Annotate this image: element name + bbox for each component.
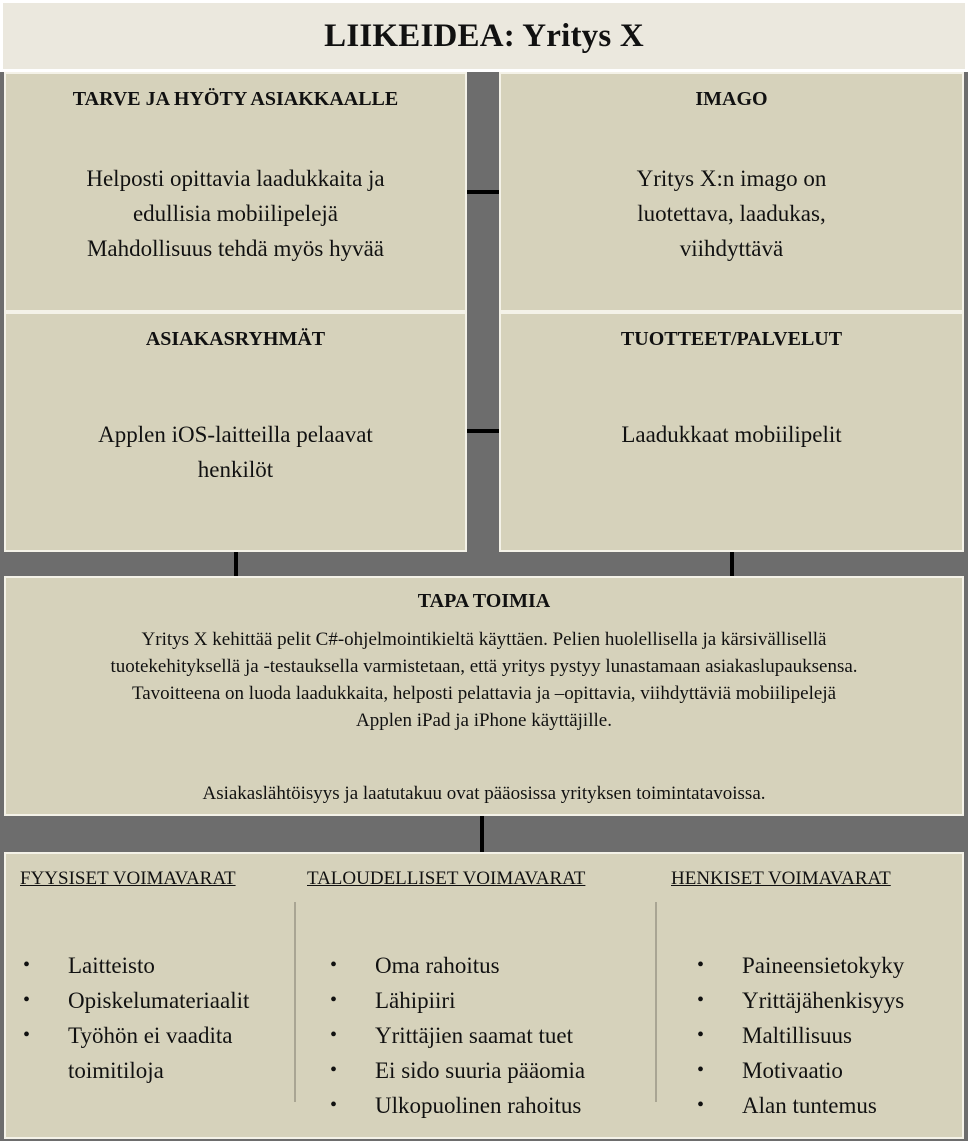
bullet-icon: •: [330, 1024, 338, 1046]
imago-line: viihdyttävä: [679, 236, 784, 261]
tapa-line: Applen iPad ja iPhone käyttäjille.: [356, 710, 612, 731]
tarve-text: [16, 161, 455, 266]
tapa-line: Yritys X kehittää pelit C#-ohjelmointikieltä käyttäen. Pelien huolellisella ja kärsivällisellä: [141, 629, 827, 650]
henkiset-list: [697, 948, 905, 1123]
henkiset-column: [671, 868, 891, 890]
list-item: • Yrittäjähenkisyys: [742, 983, 904, 1018]
bullet-icon: •: [23, 954, 31, 976]
bullet-icon: •: [697, 1059, 705, 1081]
imago-heading: IMAGO: [695, 88, 768, 110]
bullet-icon: •: [697, 954, 705, 976]
list-item: • Ei sido suuria pääomia: [375, 1053, 585, 1088]
tapa-text: [20, 626, 948, 734]
list-item: • Paineensietokyky: [742, 948, 904, 983]
asiakasryhmat-text: [16, 417, 455, 487]
tuotteet-line: Laadukkaat mobiilipelit: [621, 422, 842, 447]
tarve-line: Mahdollisuus tehdä myös hyvää: [86, 236, 385, 261]
taloudelliset-heading: TALOUDELLISET VOIMAVARAT: [307, 868, 586, 889]
tapa-line: tuotekehityksellä ja -testauksella varmistetaan, että yritys pystyy lunastamaan asiakaslupauksensa.: [110, 656, 858, 677]
bullet-icon: •: [330, 954, 338, 976]
asiakasryhmat-box: [4, 312, 467, 552]
bullet-icon: •: [23, 1024, 31, 1046]
bullet-icon: •: [330, 1059, 338, 1081]
tuotteet-text: [511, 417, 952, 452]
tapa-footer: Asiakaslähtöisyys ja laatutakuu ovat pääosissa yrityksen toimintatavoissa.: [202, 783, 766, 804]
voimavarat-box: [4, 852, 964, 1139]
tapa-line: Tavoitteena on luoda laadukkaita, helposti pelattavia ja –opittavia, viihdyttäviä mobiilipelejä: [131, 683, 837, 704]
imago-text: [511, 161, 952, 266]
tarve-line: edullisia mobiilipelejä: [132, 201, 339, 226]
list-item: • Työhön ei vaadita: [68, 1018, 249, 1053]
taloudelliset-column: [307, 868, 585, 890]
title-box: [0, 0, 968, 72]
bullet-icon: •: [697, 1024, 705, 1046]
imago-line: luotettava, laadukas,: [637, 201, 826, 226]
tarve-line: Helposti opittavia laadukkaita ja: [86, 166, 385, 191]
tapa-heading: TAPA TOIMIA: [417, 590, 551, 612]
column-divider: [294, 902, 296, 1102]
fyysiset-column: [20, 868, 236, 890]
connector-asiakas-tapa: [234, 552, 238, 576]
asiakasryhmat-line: henkilöt: [197, 457, 274, 482]
taloudelliset-list: [330, 948, 586, 1123]
list-item: • Maltillisuus: [742, 1018, 904, 1053]
list-item: • Laitteisto: [68, 948, 249, 983]
asiakasryhmat-line: Applen iOS-laitteilla pelaavat: [98, 422, 373, 447]
tuotteet-box: [499, 312, 964, 552]
henkiset-heading: HENKISET VOIMAVARAT: [671, 868, 891, 889]
list-item: • Lähipiiri: [375, 983, 585, 1018]
list-item: • Yrittäjien saamat tuet: [375, 1018, 585, 1053]
connector-tapa-voimavarat: [480, 816, 484, 852]
list-item: • Ulkopuolinen rahoitus: [375, 1088, 585, 1123]
bullet-icon: •: [23, 989, 31, 1011]
list-item: • Oma rahoitus: [375, 948, 585, 983]
page-title: LIIKEIDEA: Yritys X: [324, 17, 644, 54]
tuotteet-heading: TUOTTEET/PALVELUT: [620, 328, 843, 350]
fyysiset-list: [23, 948, 250, 1088]
imago-line: Yritys X:n imago on: [636, 166, 827, 191]
imago-box: [499, 72, 964, 312]
list-item: • Motivaatio: [742, 1053, 904, 1088]
list-item: • Opiskelumateriaalit: [68, 983, 249, 1018]
fyysiset-heading: FYYSISET VOIMAVARAT: [20, 868, 236, 889]
asiakasryhmat-heading: ASIAKASRYHMÄT: [145, 328, 326, 350]
connector-tuotteet-tapa: [730, 552, 734, 576]
bullet-icon: •: [697, 989, 705, 1011]
column-divider: [655, 902, 657, 1102]
list-item: toimitiloja: [68, 1058, 164, 1083]
tarve-box: [4, 72, 467, 312]
connector-tarve-imago: [467, 190, 499, 194]
bullet-icon: •: [330, 1094, 338, 1116]
tapa-box: [4, 576, 964, 816]
tarve-heading: TARVE JA HYÖTY ASIAKKAALLE: [72, 88, 399, 110]
bullet-icon: •: [697, 1094, 705, 1116]
list-item: • Alan tuntemus: [742, 1088, 904, 1123]
connector-asiakas-tuotteet: [467, 429, 499, 433]
bullet-icon: •: [330, 989, 338, 1011]
